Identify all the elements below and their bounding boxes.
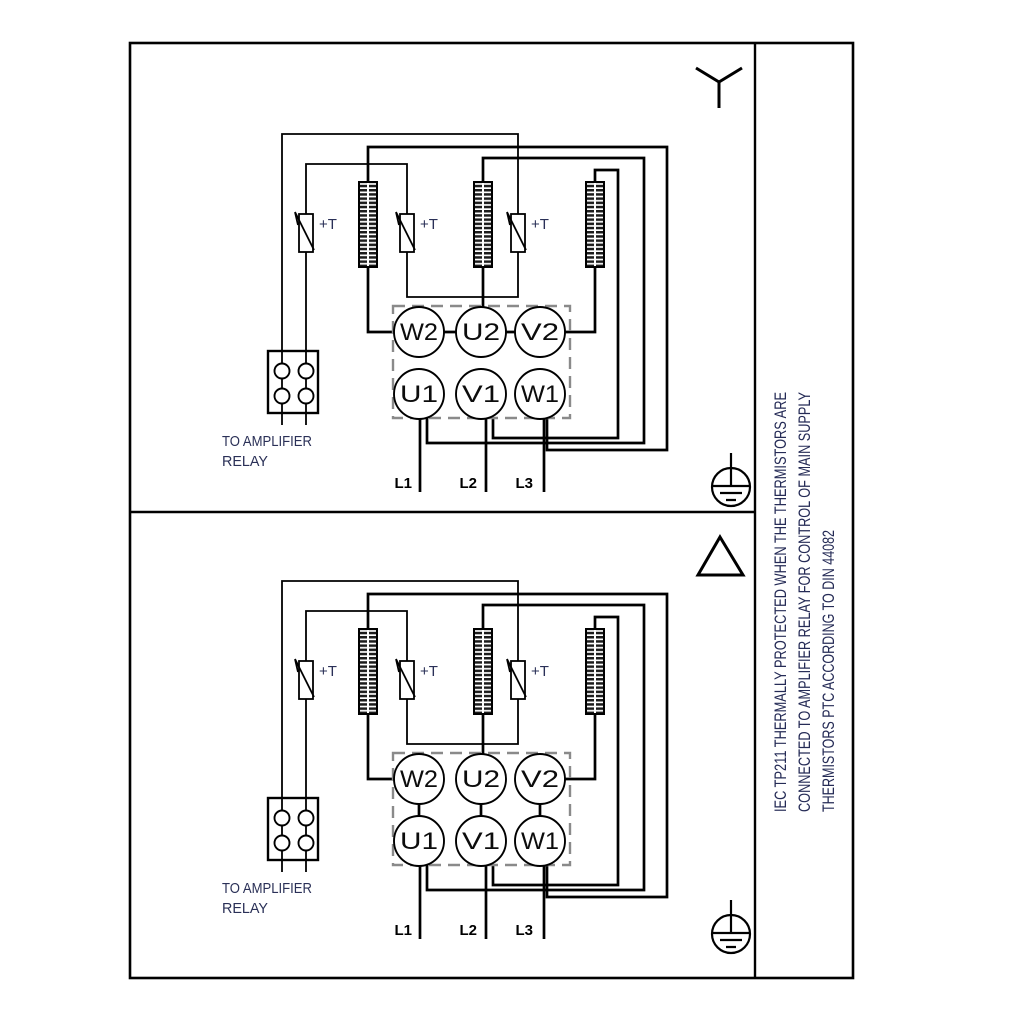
thermistor-label: +T [531, 663, 549, 680]
terminal-label: V1 [462, 828, 500, 855]
terminal-label: U2 [462, 319, 500, 346]
motor-winding-coil [474, 182, 492, 267]
sidebar-note-line2: CONNECTED TO AMPLIFIER RELAY FOR CONTROL OF MAIN SUPPLY [796, 266, 814, 812]
thermistor-label: +T [420, 216, 438, 233]
thermistor-symbol [396, 212, 415, 252]
supply-label-l2: L2 [459, 922, 477, 939]
motor-winding-coil [474, 629, 492, 714]
thermistor-symbol [396, 659, 415, 699]
thermistor-label: +T [531, 216, 549, 233]
supply-label-l1: L1 [394, 922, 412, 939]
sidebar-note-line3: THERMISTORS PTC ACCORDING TO DIN 44082 [820, 439, 838, 812]
supply-label-l3: L3 [515, 475, 533, 492]
delta-column-links [419, 804, 540, 816]
relay-caption-line1: TO AMPLIFIER [222, 433, 313, 450]
supply-label-l2: L2 [459, 475, 477, 492]
motor-winding-coil [586, 629, 604, 714]
thermistor-label: +T [420, 663, 438, 680]
terminal-label: U1 [400, 381, 438, 408]
relay-caption-line2: RELAY [222, 453, 268, 470]
delta-diagram-shared [222, 581, 750, 953]
delta-diagram [222, 537, 750, 953]
star-connection-icon [696, 68, 742, 108]
amplifier-relay-terminal-box [268, 798, 318, 860]
thermistor-label: +T [319, 663, 337, 680]
terminal-label: U2 [462, 766, 500, 793]
terminal-label: U1 [400, 828, 438, 855]
delta-connection-icon [698, 537, 743, 575]
supply-label-l1: L1 [394, 475, 412, 492]
star-diagram-shared [222, 134, 750, 506]
terminal-label: W1 [521, 381, 559, 408]
amplifier-relay-terminal-box [268, 351, 318, 413]
sidebar-note-line1: IEC TP211 THERMALLY PROTECTED WHEN THE THERMISTORS ARE [772, 270, 790, 812]
star-diagram [222, 68, 750, 506]
terminal-label: V1 [462, 381, 500, 408]
thermistor-label: +T [319, 216, 337, 233]
terminal-label: W1 [521, 828, 559, 855]
thermistor-symbol [507, 659, 526, 699]
thermistor-symbol [295, 659, 314, 699]
earth-ground-icon [712, 900, 750, 953]
motor-winding-coil [359, 182, 377, 267]
sidebar-note [772, 266, 838, 812]
thermistor-symbol [295, 212, 314, 252]
relay-caption-line1: TO AMPLIFIER [222, 880, 313, 897]
terminal-label: W2 [400, 766, 438, 793]
terminal-label: V2 [521, 766, 559, 793]
terminal-label: W2 [400, 319, 438, 346]
motor-winding-coil [359, 629, 377, 714]
motor-winding-coil [586, 182, 604, 267]
relay-caption-line2: RELAY [222, 900, 268, 917]
earth-ground-icon [712, 453, 750, 506]
terminal-label: V2 [521, 319, 559, 346]
supply-label-l3: L3 [515, 922, 533, 939]
thermistor-symbol [507, 212, 526, 252]
